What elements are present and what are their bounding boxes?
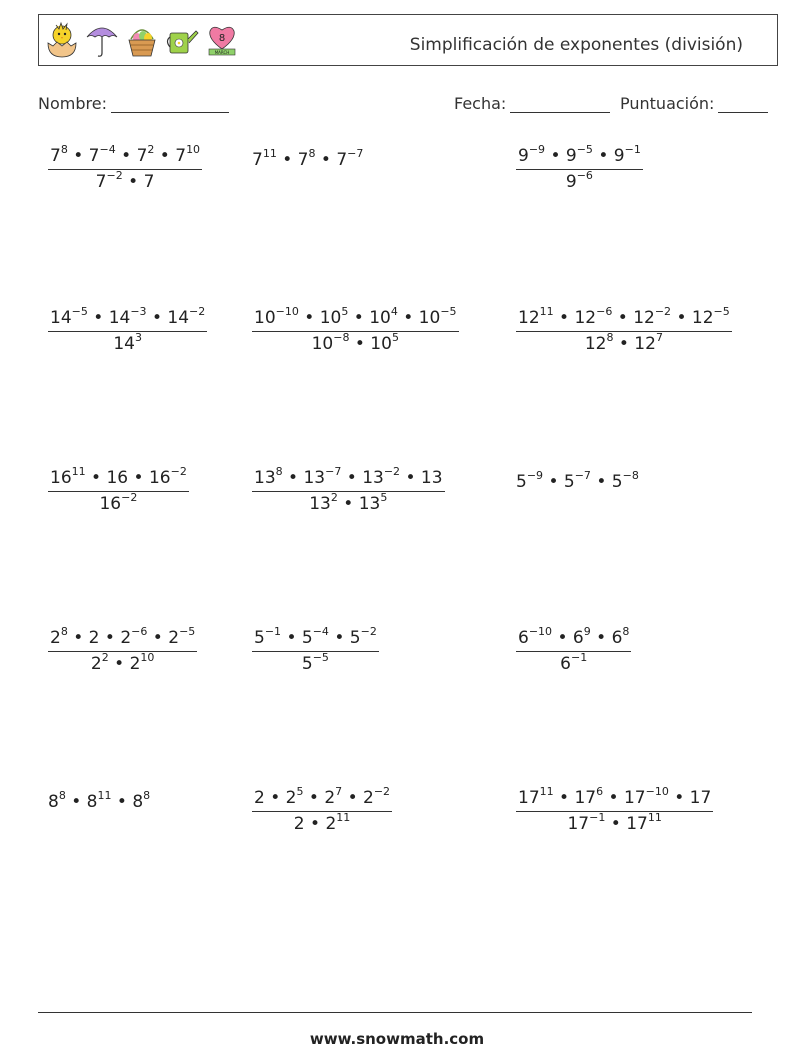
multiply-dot: • (303, 788, 325, 808)
exponent: −1 (264, 625, 282, 638)
exponent: −7 (574, 469, 591, 482)
base: 16 (148, 468, 171, 488)
base: 12 (518, 308, 540, 328)
base: 13 (358, 494, 381, 514)
multiply-dot: • (108, 654, 130, 674)
exponent: 9 (583, 625, 591, 638)
exponent: 11 (262, 147, 277, 160)
numerator (252, 465, 445, 492)
fraction (252, 465, 445, 514)
exponent: 8 (58, 789, 66, 802)
multiply-dot: • (613, 334, 635, 354)
exponent: −3 (130, 305, 147, 318)
base: 2 (88, 628, 100, 648)
base: 6 (572, 628, 584, 648)
multiply-dot: • (592, 146, 614, 166)
exponent: 2 (101, 651, 109, 664)
date-line[interactable] (510, 96, 610, 113)
base: 8 (132, 792, 144, 812)
exponent: −2 (383, 465, 401, 478)
exponent: 10 (140, 651, 155, 664)
multiply-dot: • (603, 788, 624, 808)
problem-12 (516, 625, 631, 674)
exponent: 7 (655, 331, 663, 344)
fraction (516, 785, 713, 834)
exponent: 8 (275, 465, 283, 478)
exponent: −6 (131, 625, 148, 638)
base: 16 (99, 494, 122, 514)
base: 13 (309, 494, 331, 514)
multiply-dot: • (276, 150, 298, 170)
exponent: −8 (333, 331, 350, 344)
multiply-dot: • (590, 628, 612, 648)
numerator (252, 305, 459, 332)
exponent: −8 (622, 469, 639, 482)
multiply-dot: • (553, 788, 575, 808)
chick-in-egg-icon (45, 21, 79, 59)
base: 17 (567, 814, 590, 834)
exponent: 11 (539, 305, 554, 318)
exponent: 5 (341, 305, 349, 318)
problem-9 (516, 469, 639, 492)
denominator (48, 170, 202, 192)
multiply-dot: • (304, 814, 326, 834)
multiply-dot: • (671, 308, 692, 328)
fraction (252, 305, 459, 354)
multiply-dot: • (590, 472, 612, 492)
multiply-dot: • (147, 628, 169, 648)
base: 10 (370, 334, 392, 354)
base: 12 (633, 308, 655, 328)
base: 13 (362, 468, 384, 488)
march-8-heart-icon (205, 21, 239, 59)
multiply-dot: • (668, 788, 690, 808)
exponent: −6 (596, 305, 613, 318)
numerator (48, 625, 197, 652)
multiply-dot: • (281, 628, 302, 648)
exponent: 4 (390, 305, 398, 318)
exponent: −1 (571, 651, 588, 664)
denominator (516, 812, 713, 834)
base: 7 (175, 146, 187, 166)
exponent: 8 (622, 625, 630, 638)
exponent: −2 (654, 305, 672, 318)
exponent: 8 (308, 147, 316, 160)
name-field[interactable] (38, 94, 229, 113)
base: 10 (369, 308, 391, 328)
footer-url: www.snowmath.com (309, 1030, 485, 1048)
exponent: 8 (60, 143, 68, 156)
exponent: −2 (106, 169, 123, 182)
denominator (516, 332, 732, 354)
header-box (38, 14, 778, 66)
base: 2 (168, 628, 180, 648)
base: 7 (95, 172, 107, 192)
base: 2 (324, 788, 336, 808)
date-field[interactable] (454, 94, 610, 113)
exponent: 8 (143, 789, 151, 802)
numerator (252, 785, 392, 812)
fraction (252, 625, 379, 674)
multiply-dot: • (348, 308, 370, 328)
multiply-dot: • (553, 308, 575, 328)
multiply-dot: • (65, 792, 87, 812)
base: 2 (90, 654, 102, 674)
denominator (48, 332, 207, 354)
exponent: −1 (624, 143, 641, 156)
numerator (516, 305, 732, 332)
problem-15 (516, 785, 713, 834)
problem-2 (252, 147, 364, 170)
base: 2 (325, 814, 337, 834)
base: 2 (50, 628, 61, 648)
numerator (516, 625, 631, 652)
base: 6 (560, 654, 571, 674)
exponent: −10 (528, 625, 553, 638)
base: 14 (113, 334, 135, 354)
exponent: 11 (539, 785, 554, 798)
base: 5 (254, 628, 265, 648)
base: 17 (574, 788, 597, 808)
exponent: −2 (189, 305, 206, 318)
base: 10 (311, 334, 334, 354)
exponent: −1 (589, 811, 606, 824)
exponent: 2 (330, 491, 338, 504)
multiply-dot: • (282, 468, 304, 488)
base: 2 (293, 814, 305, 834)
multiply-dot: • (552, 628, 573, 648)
base: 7 (88, 146, 100, 166)
base: 8 (48, 792, 59, 812)
fraction (48, 625, 197, 674)
base: 12 (574, 308, 597, 328)
problem-6 (516, 305, 732, 354)
problem-1 (48, 143, 202, 192)
problem-7 (48, 465, 189, 514)
multiply-dot: • (154, 146, 176, 166)
denominator (252, 492, 445, 514)
multiply-dot: • (146, 308, 168, 328)
name-label: Nombre: (38, 94, 107, 113)
base: 7 (252, 150, 263, 170)
exponent: 2 (147, 143, 155, 156)
denominator (252, 812, 392, 834)
exponent: 5 (296, 785, 304, 798)
multiply-dot: • (298, 308, 320, 328)
base: 9 (518, 146, 529, 166)
base: 5 (301, 654, 313, 674)
date-label: Fecha: (454, 94, 507, 113)
base: 16 (50, 468, 72, 488)
base: 17 (689, 788, 712, 808)
expression (252, 147, 364, 170)
denominator (48, 492, 189, 514)
denominator (516, 652, 631, 674)
fraction (516, 143, 643, 192)
multiply-dot: • (85, 468, 107, 488)
base: 5 (611, 472, 623, 492)
fraction (48, 305, 207, 354)
multiply-dot: • (67, 146, 89, 166)
base: 2 (285, 788, 297, 808)
base: 13 (254, 468, 276, 488)
exponent: −6 (576, 169, 593, 182)
base: 17 (518, 788, 540, 808)
base: 17 (623, 788, 646, 808)
denominator (252, 652, 379, 674)
base: 5 (563, 472, 575, 492)
exponent: −5 (71, 305, 88, 318)
heart-number: 8 (218, 33, 226, 44)
base: 14 (50, 308, 72, 328)
exponent: −10 (645, 785, 669, 798)
fraction (516, 305, 732, 354)
multiply-dot: • (545, 146, 566, 166)
base: 17 (626, 814, 648, 834)
exponent: 11 (71, 465, 86, 478)
exponent: 3 (134, 331, 142, 344)
base: 12 (691, 308, 714, 328)
numerator (516, 785, 713, 812)
fraction (48, 143, 202, 192)
exponent: −5 (312, 651, 329, 664)
multiply-dot: • (341, 468, 363, 488)
exponent: −10 (275, 305, 299, 318)
base: 12 (634, 334, 656, 354)
denominator (48, 652, 197, 674)
multiply-dot: • (612, 308, 634, 328)
fraction (252, 785, 392, 834)
base: 7 (136, 146, 148, 166)
numerator (48, 305, 207, 332)
multiply-dot: • (315, 150, 337, 170)
exponent: −7 (347, 147, 364, 160)
multiply-dot: • (111, 792, 133, 812)
multiply-dot: • (115, 146, 137, 166)
exponent: −5 (713, 305, 730, 318)
base: 10 (254, 308, 276, 328)
base: 8 (86, 792, 98, 812)
problem-14 (252, 785, 392, 834)
base: 2 (120, 628, 132, 648)
base: 12 (584, 334, 607, 354)
multiply-dot: • (349, 334, 371, 354)
exponent: 11 (97, 789, 112, 802)
problem-4 (48, 305, 207, 354)
base: 6 (611, 628, 623, 648)
exponent: −4 (99, 143, 116, 156)
base: 7 (143, 172, 155, 192)
exponent: −4 (312, 625, 329, 638)
base: 7 (297, 150, 309, 170)
exponent: −2 (170, 465, 187, 478)
multiply-dot: • (128, 468, 149, 488)
footer-divider (38, 1012, 752, 1013)
base: 9 (565, 146, 577, 166)
base: 5 (301, 628, 313, 648)
umbrella-icon (85, 21, 119, 59)
score-line[interactable] (718, 96, 768, 113)
base: 13 (420, 468, 443, 488)
multiply-dot: • (264, 788, 286, 808)
expression (516, 469, 639, 492)
base: 14 (108, 308, 131, 328)
base: 6 (518, 628, 529, 648)
exponent: −2 (373, 785, 391, 798)
multiply-dot: • (67, 628, 89, 648)
base: 9 (613, 146, 625, 166)
base: 16 (106, 468, 129, 488)
problem-10 (48, 625, 197, 674)
base: 14 (167, 308, 190, 328)
fraction (48, 465, 189, 514)
multiply-dot: • (337, 494, 359, 514)
base: 2 (254, 788, 265, 808)
base: 2 (129, 654, 141, 674)
exponent: 6 (596, 785, 604, 798)
score-field[interactable] (620, 94, 768, 113)
exponent: −7 (325, 465, 342, 478)
heart-ribbon-text: MARCH (214, 50, 230, 55)
multiply-dot: • (328, 628, 350, 648)
base: 2 (363, 788, 374, 808)
exponent: −5 (576, 143, 593, 156)
numerator (48, 465, 189, 492)
denominator (252, 332, 459, 354)
base: 5 (516, 472, 527, 492)
multiply-dot: • (543, 472, 564, 492)
exponent: 11 (336, 811, 351, 824)
exponent: 8 (606, 331, 614, 344)
exponent: −9 (526, 469, 544, 482)
exponent: −9 (528, 143, 546, 156)
problem-13 (48, 789, 151, 812)
numerator (252, 625, 379, 652)
base: 9 (565, 172, 577, 192)
exponent: −5 (179, 625, 196, 638)
exponent: 11 (647, 811, 662, 824)
exponent: 8 (60, 625, 68, 638)
numerator (48, 143, 202, 170)
expression (48, 789, 151, 812)
multiply-dot: • (99, 628, 121, 648)
problem-8 (252, 465, 445, 514)
exponent: −2 (121, 491, 138, 504)
base: 7 (336, 150, 348, 170)
header-icons (45, 21, 239, 59)
easter-basket-icon (125, 21, 159, 59)
watering-can-icon (165, 21, 199, 59)
numerator (516, 143, 643, 170)
worksheet-title: Simplificación de exponentes (división) (409, 35, 743, 55)
multiply-dot: • (605, 814, 627, 834)
exponent: 10 (186, 143, 201, 156)
multiply-dot: • (122, 172, 144, 192)
multiply-dot: • (87, 308, 109, 328)
exponent: 5 (391, 331, 399, 344)
exponent: −5 (440, 305, 457, 318)
multiply-dot: • (342, 788, 364, 808)
base: 5 (349, 628, 361, 648)
exponent: 7 (335, 785, 343, 798)
multiply-dot: • (400, 468, 421, 488)
denominator (516, 170, 643, 192)
base: 13 (303, 468, 326, 488)
exponent: −2 (360, 625, 377, 638)
multiply-dot: • (397, 308, 419, 328)
base: 7 (50, 146, 61, 166)
problem-5 (252, 305, 459, 354)
problem-11 (252, 625, 379, 674)
exponent: 5 (380, 491, 388, 504)
score-label: Puntuación: (620, 94, 715, 113)
fraction (516, 625, 631, 674)
problem-3 (516, 143, 643, 192)
name-line[interactable] (111, 96, 229, 113)
base: 10 (418, 308, 441, 328)
base: 10 (319, 308, 342, 328)
